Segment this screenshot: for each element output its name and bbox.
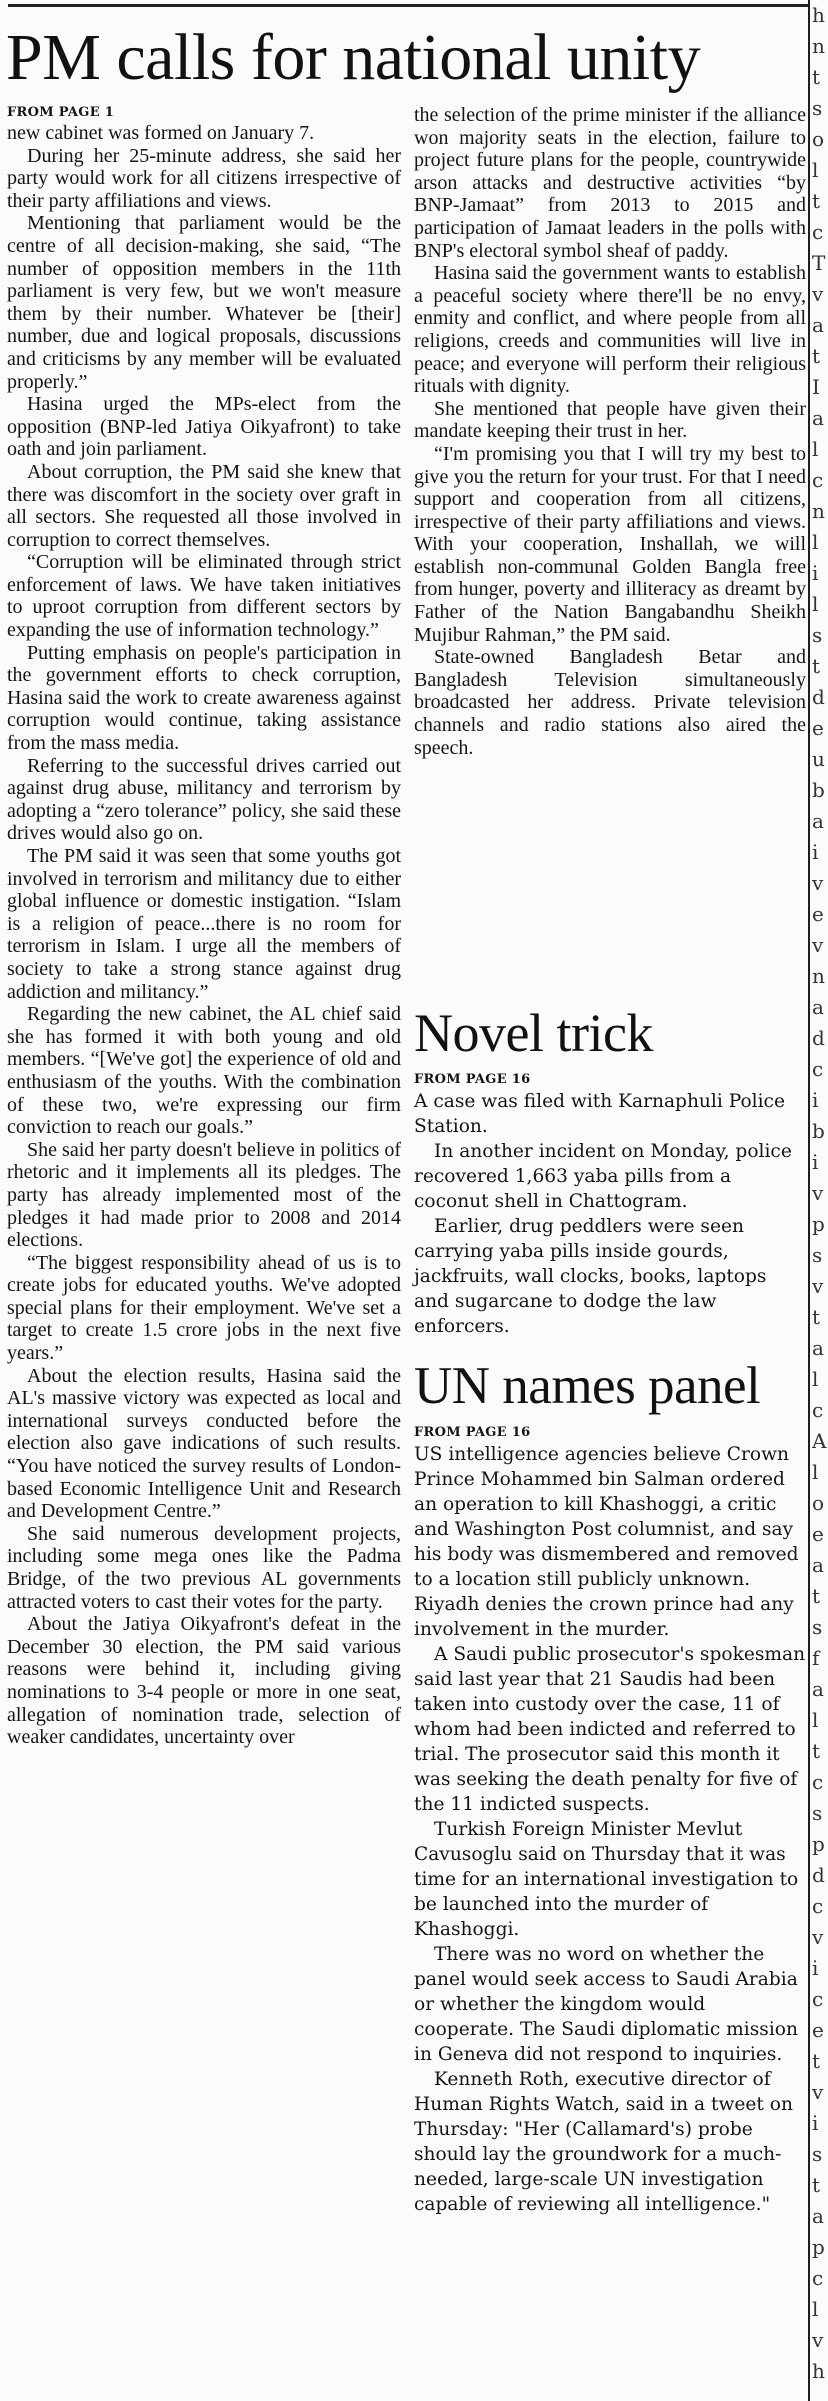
fragment-letter: l <box>812 2297 819 2321</box>
fragment-letter: a <box>812 1553 824 1577</box>
fragment-letter: a <box>812 995 824 1019</box>
fragment-letter: o <box>812 127 825 151</box>
fragment-letter: T <box>812 251 826 275</box>
paragraph: “I'm promising you that I will try my best to give you the return for your trust. For that I need support and cooperation from all citizens, irrespective of their party affiliations and views. With your cooperation, Inshallah, we will establish non-communal Golden Bangla free from hunger, poverty and illiteracy as dreamt by Father of the Nation Bangabandhu Sheikh Mujibur Rahman,” the PM said. <box>414 442 806 646</box>
column-divider <box>808 0 810 2401</box>
fragment-letter: v <box>812 2080 824 2104</box>
fragment-letter: o <box>812 1491 825 1515</box>
fragment-letter: l <box>812 530 819 554</box>
fragment-letter: l <box>812 1460 819 1484</box>
fragment-letter: s <box>812 1801 823 1825</box>
paragraph: US intelligence agencies believe Crown Prince Mohammed bin Salman ordered an operation to kill Khashoggi, a critic and Washington Post columnist, and say his body was dismembered and removed to a location still publicly unknown. Riyadh denies the crown prince had any involvement in the murder. <box>414 1444 799 1640</box>
paragraph: Mentioning that parliament would be the centre of all decision-making, she said, “The number of opposition members in the 11th parliament is very few, but we won't measure them by their number. Whatever be [their] number, due and logical proposals, discussions and criticisms by any member will be evaluated properly.” <box>7 212 401 393</box>
fragment-letter: l <box>812 1708 819 1732</box>
fragment-letter: c <box>812 2266 824 2290</box>
fragment-letter: n <box>812 34 825 58</box>
fragment-letter: v <box>812 282 824 306</box>
fragment-letter: t <box>812 1305 821 1329</box>
fragment-letter: s <box>812 1615 823 1639</box>
un-panel-kicker: FROM PAGE 16 <box>414 1425 531 1440</box>
fragment-letter: t <box>812 2173 821 2197</box>
fragment-letter: s <box>812 96 823 120</box>
fragment-letter: e <box>812 2018 824 2042</box>
fragment-letter: v <box>812 1925 824 1949</box>
paragraph: She mentioned that people have given their mandate keeping their trust in her. <box>414 397 806 443</box>
paragraph: Hasina said the government wants to establish a peaceful society where there'll be no envy, enmity and conflict, and where people from all religions, creeds and communities will live in peace; and everyone will perform their religious rituals with dignity. <box>414 262 806 398</box>
un-panel-headline: UN names panel <box>414 1357 761 1415</box>
fragment-letter: h <box>812 3 825 27</box>
main-headline: PM calls for national unity <box>6 21 701 94</box>
paragraph: “The biggest responsibility ahead of us is to create jobs for educated youths. We've adopted special plans for their employment. We've set a target to create 1.5 crore jobs in the next five years.” <box>7 1251 401 1365</box>
paragraph: Kenneth Roth, executive director of Human Rights Watch, said in a tweet on Thursday: "Her (Callamard's) probe should lay the groundwork for a much-needed, large-scale UN investigation capable of reviewing all intelligence." <box>414 2069 793 2215</box>
fragment-letter: l <box>812 437 819 461</box>
fragment-letter: c <box>812 1770 824 1794</box>
fragment-letter: l <box>812 592 819 616</box>
fragment-letter: f <box>812 1646 820 1670</box>
fragment-letter: v <box>812 2328 824 2352</box>
un-panel-article <box>414 1424 806 2217</box>
fragment-letter: i <box>812 840 819 864</box>
fragment-letter: c <box>812 1057 824 1081</box>
fragment-letter: s <box>812 623 823 647</box>
fragment-letter: p <box>812 1832 825 1856</box>
fragment-letter: n <box>812 964 825 988</box>
fragment-letter: l <box>812 1367 819 1391</box>
fragment-letter: a <box>812 809 824 833</box>
main-article-column-left <box>7 104 401 1749</box>
fragment-letter: e <box>812 902 824 926</box>
fragment-letter: i <box>812 1956 819 1980</box>
fragment-letter: a <box>812 406 824 430</box>
paragraph: Turkish Foreign Minister Mevlut Cavusoglu said on Thursday that it was time for an international investigation to be launched into the murder of Khashoggi. <box>414 1819 799 1940</box>
fragment-letter: s <box>812 2142 823 2166</box>
paragraph: About the election results, Hasina said the AL's massive victory was expected as local and international surveys conducted before the election also gave indications of such results. “You have noticed the survey results of London-based Economic Intelligence Unit and Research and Development Centre.” <box>7 1364 401 1523</box>
paragraph: Putting emphasis on people's participation in the government efforts to check corruption, Hasina said the work to create awareness against corruption would continue, taking assistance from the mass media. <box>7 641 401 755</box>
paragraph: Regarding the new cabinet, the AL chief said she has formed it with both young and old members. “[We've got] the experience of old and enthusiasm of the youths. With the combination of these two, we're expressing our firm conviction to reach our goals.” <box>7 1003 401 1139</box>
fragment-letter: c <box>812 1398 824 1422</box>
fragment-letter: c <box>812 220 824 244</box>
paragraph: A Saudi public prosecutor's spokesman said last year that 21 Saudis had been taken into custody over the case, 11 of whom had been indicted and referred to trial. The prosecutor said this month it was seeking the death penalty for five of the 11 indicted suspects. <box>414 1644 806 1815</box>
fragment-letter: s <box>812 1243 823 1267</box>
paragraph: new cabinet was formed on January 7. <box>7 122 315 144</box>
main-left-paragraphs <box>7 122 401 1749</box>
fragment-letter: a <box>812 313 824 337</box>
fragment-letter: p <box>812 2235 825 2259</box>
fragment-letter: d <box>812 1026 825 1050</box>
adjacent-column-fragment <box>812 0 828 2401</box>
top-rule <box>8 4 808 7</box>
fragment-letter: d <box>812 1863 825 1887</box>
fragment-letter: c <box>812 468 824 492</box>
fragment-letter: d <box>812 685 825 709</box>
fragment-letter: t <box>812 65 821 89</box>
fragment-letter: h <box>812 2359 825 2383</box>
fragment-letter: i <box>812 2111 819 2135</box>
fragment-letter: v <box>812 933 824 957</box>
fragment-letter: a <box>812 1336 824 1360</box>
un-panel-paragraphs <box>414 1442 806 2217</box>
main-article-column-right <box>414 104 806 759</box>
novel-trick-kicker: FROM PAGE 16 <box>414 1072 531 1087</box>
paragraph: the selection of the prime minister if the alliance won majority seats in the election, failure to project future plans for the people, countrywide arson attacks and destructive activities “by BNP-Jamaat” from 2013 to 2015 and participation of Jamaat leaders in the polls with BNP's electoral symbol sheaf of paddy. <box>414 104 806 262</box>
main-kicker: FROM PAGE 1 <box>7 105 115 120</box>
fragment-letter: v <box>812 1181 824 1205</box>
main-right-paragraphs <box>414 104 806 759</box>
fragment-letter: t <box>812 1584 821 1608</box>
fragment-letter: c <box>812 1894 824 1918</box>
paragraph: A case was filed with Karnaphuli Police Station. <box>414 1091 785 1137</box>
paragraph: Referring to the successful drives carried out against drug abuse, militancy and terrorism by adopting a “zero tolerance” policy, she said these drives would also go on. <box>7 754 401 845</box>
paragraph: Earlier, drug peddlers were seen carrying yaba pills inside gourds, jackfruits, wall clocks, books, laptops and sugarcane to dodge the law enforcers. <box>414 1216 767 1337</box>
fragment-letter: I <box>812 375 820 399</box>
paragraph: In another incident on Monday, police recovered 1,663 yaba pills from a coconut shell in Chattogram. <box>414 1141 792 1212</box>
fragment-letter: u <box>812 747 825 771</box>
paragraph: About corruption, the PM said she knew that there was discomfort in the society over graft in all sectors. She requested all those involved in corruption to correct themselves. <box>7 460 401 551</box>
fragment-letter: t <box>812 1739 821 1763</box>
paragraph: State-owned Bangladesh Betar and Bangladesh Television simultaneously broadcasted her address. Private television channels and radio stations also aired the speech. <box>414 646 806 759</box>
fragment-letter: i <box>812 1088 819 1112</box>
fragment-letter: e <box>812 716 824 740</box>
novel-trick-paragraphs <box>414 1089 806 1339</box>
fragment-letter: A <box>812 1429 827 1453</box>
fragment-letter: t <box>812 189 821 213</box>
paragraph: The PM said it was seen that some youths got involved in terrorism and militancy due to either global influence or domestic instigation. “Islam is a religion of peace...there is no room for terrorism in Islam. I urge all the members of society to take a strong stance against drug addiction and militancy.” <box>7 845 401 1003</box>
fragment-letter: a <box>812 2204 824 2228</box>
fragment-letter: b <box>812 778 825 802</box>
fragment-letter: l <box>812 158 819 182</box>
paragraph: Hasina urged the MPs-elect from the opposition (BNP-led Jatiya Oikyafront) to take oath and join parliament. <box>7 393 401 461</box>
fragment-letter: c <box>812 1987 824 2011</box>
paragraph: She said numerous development projects, including some mega ones like the Padma Bridge, of the two previous AL governments attracted voters to cast their votes for the party. <box>7 1522 401 1613</box>
fragment-letter: b <box>812 1119 825 1143</box>
fragment-letter: p <box>812 1212 825 1236</box>
paragraph: There was no word on whether the panel would seek access to Saudi Arabia or whether the kingdom would cooperate. The Saudi diplomatic mission in Geneva did not respond to inquiries. <box>414 1944 798 2065</box>
novel-trick-article <box>414 1071 806 1339</box>
paragraph: “Corruption will be eliminated through strict enforcement of laws. We have taken initiatives to uproot corruption from different sectors by expanding the use of information technology.” <box>7 551 401 642</box>
fragment-letter: n <box>812 499 825 523</box>
fragment-letter: t <box>812 2049 821 2073</box>
paragraph: During her 25-minute address, she said her party would work for all citizens irrespective of their party affiliations and views. <box>7 144 401 212</box>
fragment-letter: v <box>812 871 824 895</box>
fragment-letter: e <box>812 1522 824 1546</box>
fragment-letter: i <box>812 1150 819 1174</box>
fragment-letter: i <box>812 561 819 585</box>
fragment-letter: a <box>812 1677 824 1701</box>
paragraph: About the Jatiya Oikyafront's defeat in the December 30 election, the PM said various reasons were behind it, including giving nominations to 3-4 people or more in one seat, allegation of nomination trade, selection of weaker candidates, uncertainty over <box>7 1613 401 1749</box>
fragment-letter: v <box>812 1274 824 1298</box>
paragraph: She said her party doesn't believe in politics of rhetoric and it implements all its pledges. The party has already implemented most of the pledges it had made prior to 2008 and 2014 elections. <box>7 1138 401 1252</box>
novel-trick-headline: Novel trick <box>414 1003 653 1063</box>
fragment-letter: t <box>812 344 821 368</box>
fragment-letter: t <box>812 654 821 678</box>
